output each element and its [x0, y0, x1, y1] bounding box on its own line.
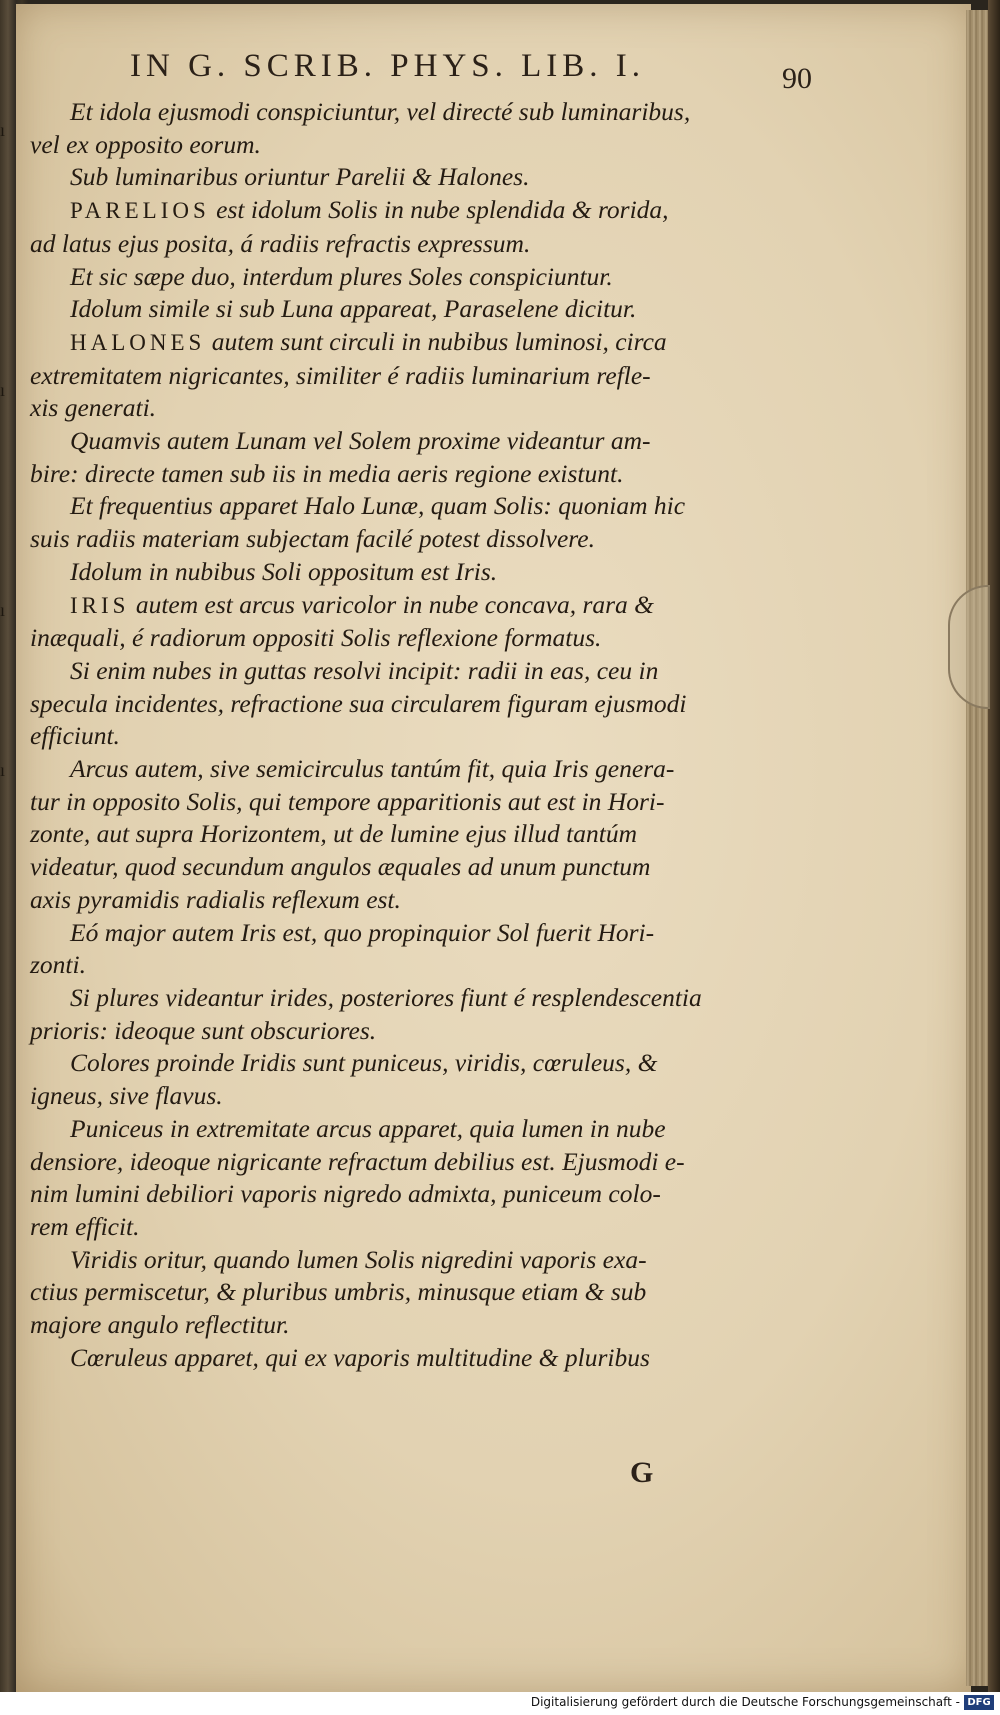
margin-mark: ı — [0, 380, 6, 400]
text-line — [30, 96, 820, 129]
line-text: bire: directe tamen sub iis in media aeris regione existunt. — [30, 458, 624, 488]
text-line — [30, 884, 820, 917]
line-text: videatur, quod secundum angulos æquales ad unum punctum — [30, 852, 651, 882]
text-line — [30, 1015, 820, 1048]
text-line — [30, 1244, 820, 1277]
line-text: Cœruleus apparet, qui ex vaporis multitudine & pluribus — [70, 1342, 650, 1372]
line-text: zonte, aut supra Horizontem, ut de lumine ejus illud tantúm — [30, 819, 638, 849]
text-line — [30, 1211, 820, 1244]
line-text: prioris: ideoque sunt obscuriores. — [30, 1015, 377, 1045]
signature-mark: G — [630, 1456, 654, 1489]
text-line — [30, 129, 820, 162]
margin-mark: ı — [0, 760, 6, 780]
line-text: rem efficit. — [30, 1211, 140, 1241]
line-text: Colores proinde Iridis sunt puniceus, viridis, cœruleus, & — [70, 1048, 658, 1078]
line-text: Eó major autem Iris est, quo propinquior Sol fuerit Hori- — [70, 917, 655, 947]
line-text: igneus, sive flavus. — [30, 1081, 223, 1111]
line-text: zonti. — [30, 950, 86, 980]
margin-mark: ı — [0, 120, 6, 140]
text-line — [30, 1178, 820, 1211]
running-header: IN G. SCRIB. PHYS. LIB. I. — [130, 48, 646, 84]
line-text: nim lumini debiliori vaporis nigredo admixta, puniceum colo- — [30, 1179, 661, 1209]
line-text: majore angulo reflectitur. — [30, 1310, 290, 1340]
line-text: Si enim nubes in guttas resolvi incipit: radii in eas, ceu in — [70, 655, 659, 685]
text-line — [30, 293, 820, 326]
text-line — [30, 753, 820, 786]
line-text: specula incidentes, refractione sua circularem figuram ejusmodi — [30, 688, 687, 718]
line-text: Puniceus in extremitate arcus apparet, quia lumen in nube — [70, 1113, 666, 1143]
text-line — [30, 917, 820, 950]
text-line — [30, 458, 820, 491]
text-line — [30, 589, 820, 623]
margin-mark: ı — [0, 600, 6, 620]
line-text: est idolum Solis in nube splendida & rorida, — [209, 195, 669, 225]
text-line — [30, 1146, 820, 1179]
text-line — [30, 261, 820, 294]
line-text: extremitatem nigricantes, similiter é radiis luminarium refle- — [30, 360, 651, 390]
text-line — [30, 161, 820, 194]
page-number: 90 — [782, 62, 812, 95]
line-text: axis pyramidis radialis reflexum est. — [30, 884, 401, 914]
line-text: suis radiis materiam subjectam facilé potest dissolvere. — [30, 524, 595, 554]
line-text: Arcus autem, sive semicirculus tantúm fit, quia Iris genera- — [70, 754, 675, 784]
text-line — [30, 622, 820, 655]
text-line — [30, 1080, 820, 1113]
text-line — [30, 1113, 820, 1146]
line-text: ad latus ejus posita, á radiis refractis expressum. — [30, 228, 531, 258]
text-line — [30, 1047, 820, 1080]
text-line — [30, 425, 820, 458]
text-line — [30, 556, 820, 589]
line-text: xis generati. — [30, 393, 157, 423]
line-text: Quamvis autem Lunam vel Solem proxime videantur am- — [70, 426, 651, 456]
text-line — [30, 720, 820, 753]
small-caps-lead: IRIS — [70, 592, 130, 618]
line-text: Idolum in nubibus Soli oppositum est Iris. — [70, 556, 498, 586]
text-line — [30, 982, 820, 1015]
dfg-logo: DFG — [964, 1695, 994, 1710]
line-text: densiore, ideoque nigricante refractum debilius est. Ejusmodi e- — [30, 1146, 685, 1176]
text-line — [30, 392, 820, 425]
body-text — [30, 96, 820, 1374]
text-line — [30, 490, 820, 523]
text-line — [30, 851, 820, 884]
text-line — [30, 655, 820, 688]
small-caps-lead: PARELIOS — [70, 198, 210, 224]
line-text: Et frequentius apparet Halo Lunæ, quam Solis: quoniam hic — [70, 491, 686, 521]
text-line — [30, 1342, 820, 1375]
text-line — [30, 786, 820, 819]
line-text: Et sic sæpe duo, interdum plures Soles conspiciuntur. — [70, 261, 613, 291]
small-caps-lead: HALONES — [70, 329, 206, 355]
line-text: efficiunt. — [30, 721, 120, 751]
text-line — [30, 194, 820, 228]
text-line — [30, 228, 820, 261]
footer-credit: Digitalisierung gefördert durch die Deutsche Forschungsgemeinschaft - — [530, 1695, 960, 1709]
line-text: inæquali, é radiorum oppositi Solis reflexione formatus. — [30, 623, 602, 653]
text-line — [30, 360, 820, 393]
book-spine-edge — [988, 0, 1000, 1692]
line-text: Et idola ejusmodi conspiciuntur, vel directé sub luminaribus, — [70, 97, 691, 126]
line-text: Sub luminaribus oriuntur Parelii & Halones. — [70, 162, 530, 192]
line-text: Idolum simile si sub Luna appareat, Paraselene dicitur. — [70, 294, 637, 324]
text-line — [30, 1309, 820, 1342]
line-text: ctius permiscetur, & pluribus umbris, minusque etiam & sub — [30, 1277, 647, 1307]
line-text: vel ex opposito eorum. — [30, 129, 261, 159]
line-text: autem est arcus varicolor in nube concava, rara & — [129, 589, 655, 619]
text-line — [30, 688, 820, 721]
text-line — [30, 818, 820, 851]
bookmark-tab — [948, 585, 990, 709]
line-text: tur in opposito Solis, qui tempore apparitionis aut est in Hori- — [30, 786, 665, 816]
text-line — [30, 1276, 820, 1309]
text-line — [30, 949, 820, 982]
footer-bar — [0, 1692, 1000, 1715]
text-line — [30, 523, 820, 556]
line-text: Si plures videantur irides, posteriores fiunt é resplendescentia — [70, 982, 702, 1012]
text-line — [30, 326, 820, 360]
line-text: autem sunt circuli in nubibus luminosi, circa — [205, 326, 667, 356]
line-text: Viridis oritur, quando lumen Solis nigredini vaporis exa- — [70, 1244, 647, 1274]
